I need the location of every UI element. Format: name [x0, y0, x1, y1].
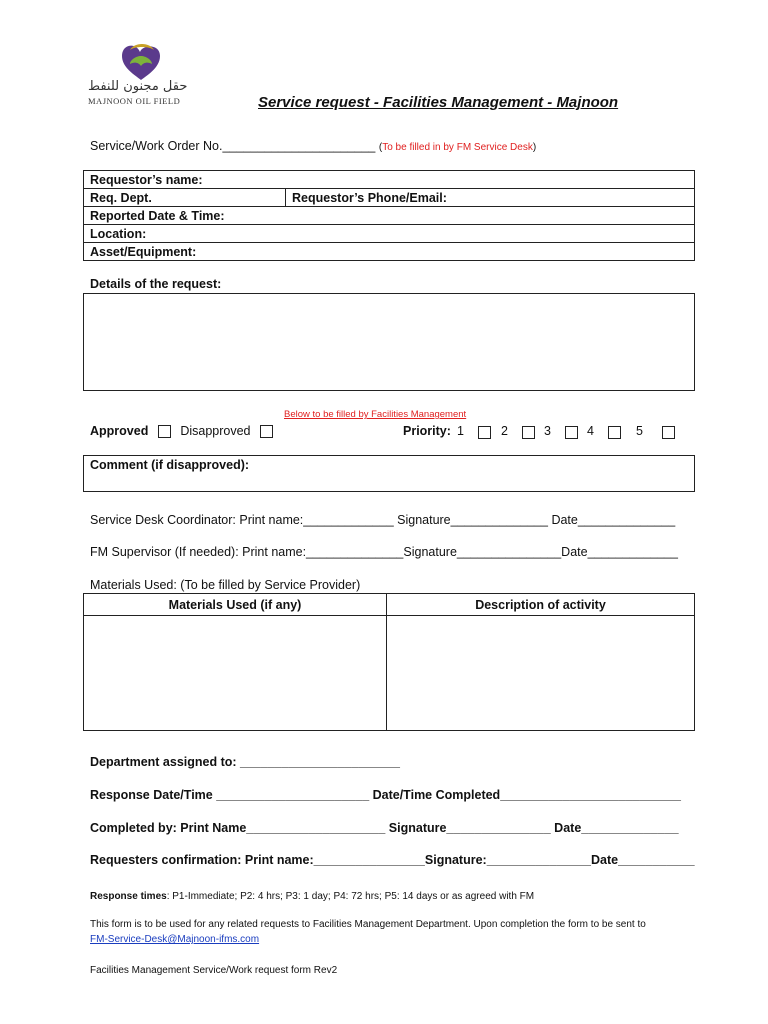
phone-email-label: Requestor’s Phone/Email: — [292, 190, 447, 205]
response-line[interactable]: Response Date/Time ______________________ Date/Time Completed__________________________ — [90, 788, 681, 802]
priority-5-checkbox[interactable] — [662, 426, 675, 439]
usage-note: This form is to be used for any related requests to Facilities Management Department. Upon completion the form to be sent to — [90, 919, 646, 930]
department-line[interactable]: Department assigned to: _______________________ — [90, 755, 400, 769]
response-times-text: : P1-Immediate; P2: 4 hrs; P3: 1 day; P4: 72 hrs; P5: 14 days or as agreed with FM — [166, 891, 535, 902]
logo-arabic-text: حقل مجنون للنفط — [88, 79, 188, 94]
priority-level-label: 2 — [501, 424, 508, 438]
work-order-note-close: ) — [532, 142, 537, 153]
priority-4-checkbox[interactable] — [608, 426, 621, 439]
details-box[interactable] — [83, 293, 695, 391]
approved-checkbox[interactable] — [158, 425, 171, 438]
req-dept-label: Req. Dept. — [90, 190, 152, 205]
reported-date-label: Reported Date & Time: — [90, 208, 225, 223]
priority-4 — [587, 424, 594, 438]
response-times-label: Response times — [90, 891, 167, 902]
details-label: Details of the request: — [90, 277, 222, 291]
work-order-line — [90, 139, 536, 153]
priority-1 — [457, 424, 464, 438]
priority-level-label: 3 — [544, 424, 551, 438]
location-label: Location: — [90, 226, 147, 241]
comment-box[interactable] — [83, 455, 695, 492]
comment-label: Comment (if disapproved): — [90, 458, 250, 472]
completed-line[interactable]: Completed by: Print Name____________________ Signature_______________ Date______________ — [90, 821, 679, 835]
approved-label: Approved — [90, 424, 149, 438]
priority-3-checkbox[interactable] — [565, 426, 578, 439]
work-order-label: Service/Work Order No.______________________ — [90, 139, 376, 153]
priority-level-label: 4 — [587, 424, 594, 438]
reported-date-cell[interactable] — [84, 207, 695, 225]
company-logo — [86, 40, 206, 115]
materials-label: Materials Used: (To be filled by Service Provider) — [90, 578, 361, 592]
location-cell[interactable] — [84, 225, 695, 243]
phone-email-cell[interactable] — [286, 189, 695, 207]
disapproved-label: Disapproved — [180, 424, 251, 438]
form-title: Service request - Facilities Management - Majnoon — [258, 94, 619, 111]
approval-row — [90, 424, 273, 438]
coordinator-sign-line[interactable]: Service Desk Coordinator: Print name:_____________ Signature______________ Date______________ — [90, 513, 676, 527]
work-order-note: To be filled in by FM Service Desk — [382, 142, 533, 153]
requestor-info-table — [83, 170, 695, 261]
priority-label: Priority: — [403, 424, 451, 438]
priority-3 — [544, 424, 551, 438]
logo-english-text: MAJNOON OIL FIELD — [88, 96, 181, 106]
logo-emblem-icon — [116, 40, 166, 82]
priority-2 — [501, 424, 508, 438]
priority-level-label: 1 — [457, 424, 464, 438]
materials-col-header: Materials Used (if any) — [84, 594, 387, 616]
materials-cell[interactable] — [84, 616, 387, 731]
asset-label: Asset/Equipment: — [90, 244, 197, 259]
priority-5 — [636, 424, 643, 438]
req-dept-cell[interactable] — [84, 189, 286, 207]
requestor-name-label: Requestor’s name: — [90, 172, 203, 187]
email-line — [90, 934, 259, 945]
priority-level-label: 5 — [636, 424, 643, 438]
work-order-note-open: ( — [378, 142, 383, 153]
supervisor-sign-line[interactable]: FM Supervisor (If needed): Print name:______________Signature_______________Date_____________ — [90, 545, 678, 559]
priority-2-checkbox[interactable] — [522, 426, 535, 439]
activity-col-header: Description of activity — [387, 594, 695, 616]
materials-table — [83, 593, 695, 731]
form-reference: Facilities Management Service/Work request form Rev2 — [90, 965, 338, 976]
activity-cell[interactable] — [387, 616, 695, 731]
asset-cell[interactable] — [84, 243, 695, 261]
confirmation-line[interactable]: Requesters confirmation: Print name:________________Signature:_______________Date___________ — [90, 853, 695, 867]
service-desk-email-link[interactable]: FM-Service-Desk@Majnoon-ifms.com — [90, 934, 260, 945]
disapproved-checkbox[interactable] — [260, 425, 273, 438]
fm-notice: Below to be filled by Facilities Management — [284, 409, 467, 420]
response-times — [90, 891, 534, 902]
priority-1-checkbox[interactable] — [478, 426, 491, 439]
requestor-name-cell[interactable] — [84, 171, 695, 189]
priority-row — [403, 424, 451, 438]
